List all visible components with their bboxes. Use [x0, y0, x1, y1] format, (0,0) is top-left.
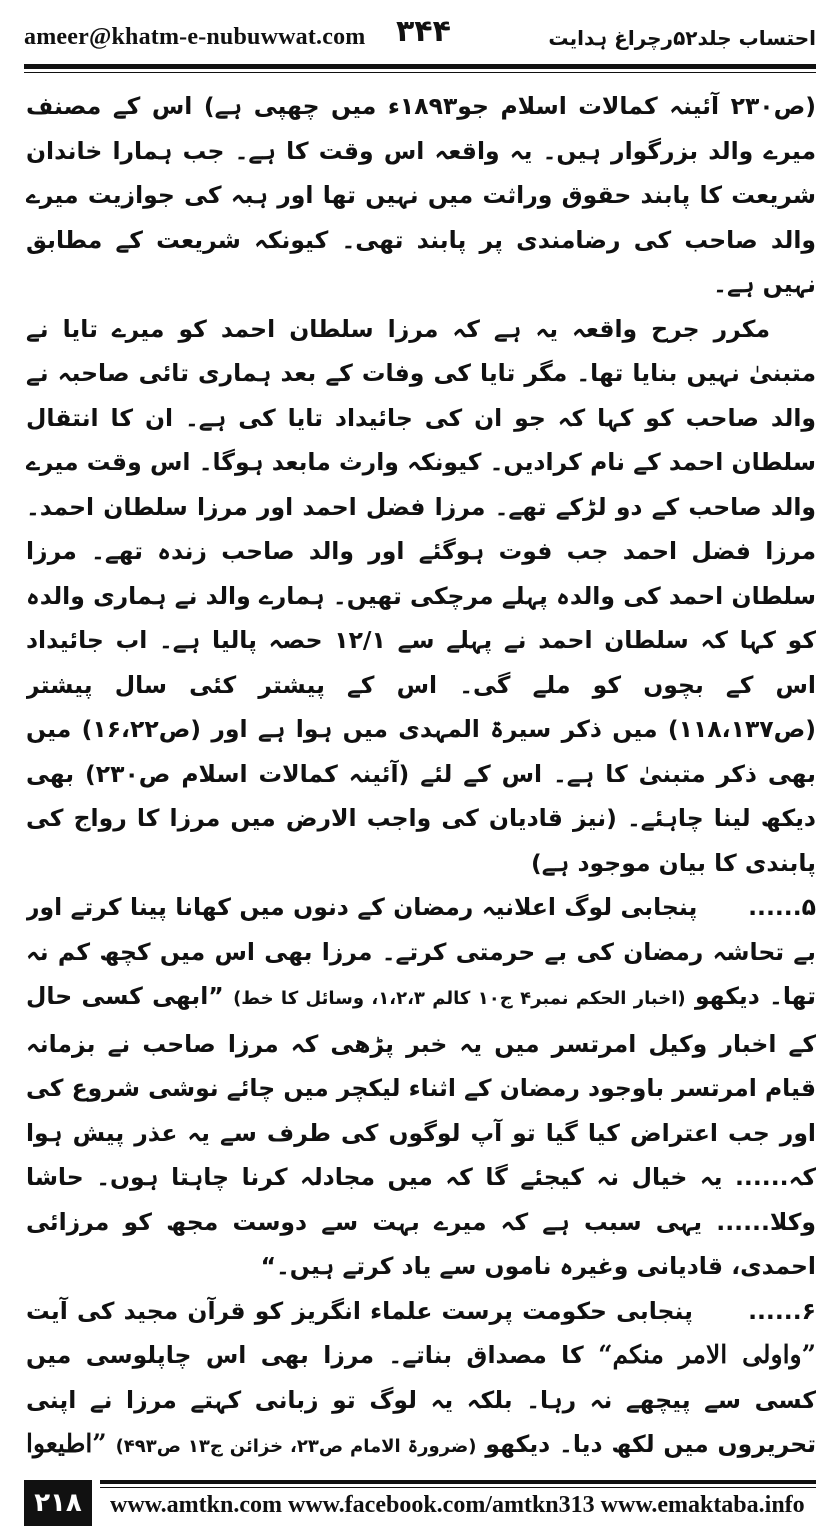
header-rule-thick [24, 64, 816, 69]
item-number-6: ۶...... [748, 1296, 816, 1325]
header-email[interactable]: ameer@khatm-e-nubuwwat.com [24, 24, 366, 50]
page-body [26, 84, 816, 1459]
footer-links[interactable]: www.amtkn.com www.facebook.com/amtkn313 www.emaktaba.info [110, 1492, 805, 1518]
paragraph-4-text-b: کا مصداق بناتے۔ مرزا بھی اس چاپلوسی میں کسی سے پیچھے نہ رہا۔ بلکہ یہ لوگ تو زبانی کہتے مرزا نے اپنی تحریروں میں لکھ دیا۔ دیکھو [26, 1341, 816, 1458]
page-footer [24, 1480, 816, 1526]
page-header [24, 14, 816, 62]
item-number-5: ۵...... [748, 893, 816, 921]
paragraph-4 [26, 1289, 816, 1460]
paragraph-4-reference: (ضرورۃ الامام ص۲۳، خزائن ج۱۳ ص۴۹۳) [115, 1436, 477, 1457]
paragraph-3 [26, 885, 816, 1289]
paragraph-4-text-a: پنجابی حکومت پرست علماء انگریز کو قرآن مجید کی آیت [26, 1296, 693, 1325]
footer-page-number: ۲۱۸ [24, 1480, 92, 1526]
paragraph-3-text: پنجابی لوگ اعلانیہ رمضان کے دنوں میں کھانا پینا کرتے اور بے تحاشہ رمضان کی بے حرمتی کرتے۔ مرزا بھی اس میں کچھ کم نہ تھا۔ دیکھو [26, 893, 816, 1010]
header-title: احتساب جلد۵۲رچراغ ہدایت [548, 26, 816, 50]
ayah-quote-1: ”واولی الامر منکم“ [598, 1340, 816, 1369]
header-page-number: ۳۴۴ [396, 14, 451, 49]
paragraph-3-reference: (اخبار الحکم نمبر۴ ج۱۰ کالم ۱،۲،۳، وسائل کا خط) [233, 988, 686, 1009]
paragraph-1: (ص۲۳۰ آئینہ کمالات اسلام جو۱۸۹۳ء میں چھپی ہے) اس کے مصنف میرے والد بزرگوار ہیں۔ یہ واقعہ اس وقت کا ہے۔ جب ہمارا خاندان شریعت کا پابند حقوق وراثت میں نہیں تھا اور ہبہ کی جوازیت میرے والد صاحب کی رضامندی پر پابند تھی۔ کیونکہ شریعت کے مطابق نہیں ہے۔ [26, 92, 816, 298]
paragraph-2: مکرر جرح واقعہ یہ ہے کہ مرزا سلطان احمد کو میرے تایا نے متبنیٰ نہیں بنایا تھا۔ مگر تایا کی وفات کے بعد ہماری تائی صاحبہ نے والد صاحب کو کہا کہ جو ان کی جائیداد تایا کی ہے۔ ان کا انتقال سلطان احمد کے نام کرادیں۔ کیونکہ وارث مابعد ہوگا۔ اس وقت میرے والد صاحب کے دو لڑکے تھے۔ مرزا فضل احمد اور مرزا سلطان احمد۔ مرزا فضل احمد جب فوت ہوگئے اور والد صاحب زندہ تھے۔ مرزا سلطان احمد کی والدہ پہلے مرچکی تھیں۔ ہمارے والد نے ہماری والدہ کو کہا کہ سلطان احمد نے پہلے سے ۱۲/۱ حصہ پالیا ہے۔ اب جائیداد اس کے بچوں کو ملے گی۔ اس کے پیشتر کئی سال پیشتر (ص۱۱۸،۱۳۷) میں ذکر سیرۃ المہدی میں ہوا ہے اور (ص۱۶،۲۲) میں بھی ذکر متبنیٰ کا ہے۔ اس کے لئے (آئینہ کمالات اسلام ص۲۳۰) بھی دیکھ لینا چاہئے۔ (نیز قادیان کی واجب الارض میں مرزا کا رواج کی پابندی کا بیان موجود ہے) [26, 314, 816, 877]
footer-rule-thin [100, 1487, 816, 1488]
paragraph-3-quote: ”ابھی کسی حال کے اخبار وکیل امرتسر میں یہ خبر پڑھی کہ مرزا صاحب نے بزمانہ قیام امرتسر باوجود رمضان کے اثناء لیکچر میں چائے نوشی شروع کی اور جب اعتراض کیا گیا تو آپ لوگوں کی طرف سے یہ عذر پیش ہوا کہ...... یہ خیال نہ کیجئے گا کہ میں مجادلہ کرنا چاہتا ہوں۔ حاشا وکلا...... یہی سبب ہے کہ میرے بہت سے دوست مجھ کو مرزائی احمدی، قادیانی وغیرہ ناموں سے یاد کرتے ہیں۔“ [26, 982, 816, 1280]
footer-rule-thick [100, 1480, 816, 1484]
header-rule-thin [24, 72, 816, 73]
ayah-quote-2: ”اطیعوا [26, 1429, 107, 1458]
